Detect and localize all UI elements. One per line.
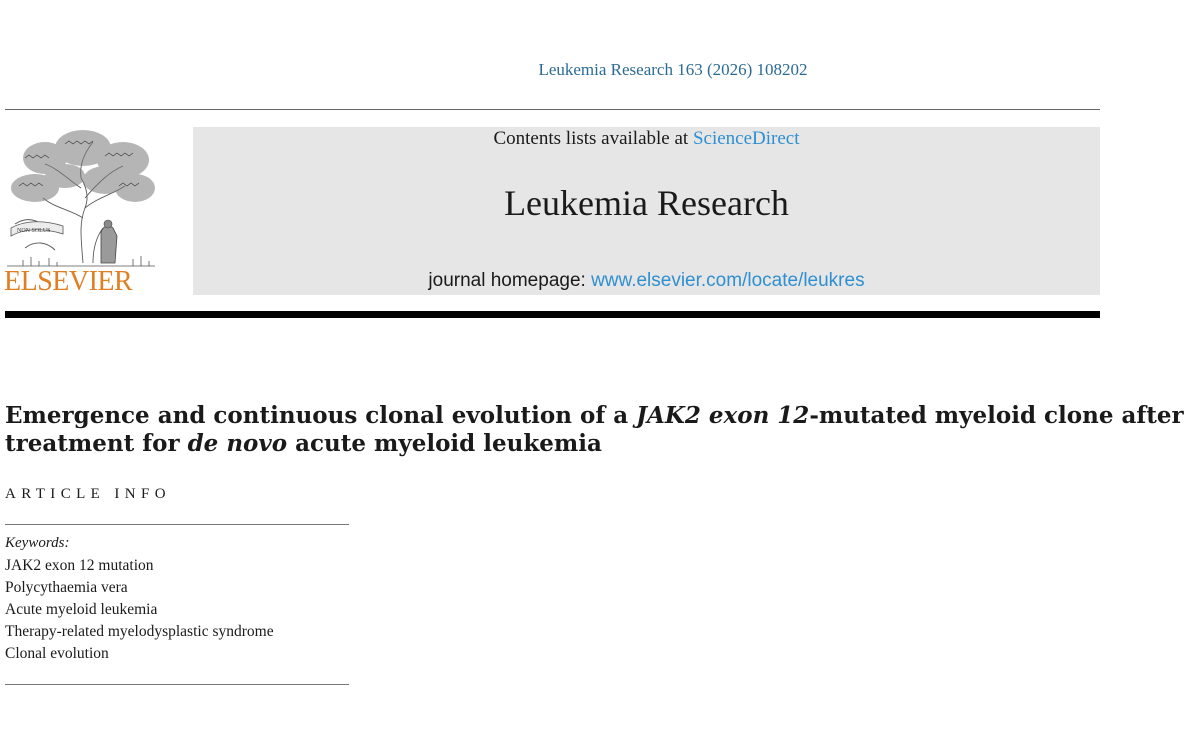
title-part: -mutated myeloid clone after: [809, 402, 1184, 429]
journal-citation[interactable]: Leukemia Research 163 (2026) 108202: [538, 60, 808, 79]
keyword-item: Clonal evolution: [5, 645, 109, 662]
keywords-list: [5, 555, 274, 665]
article-info-divider: [5, 684, 349, 685]
title-part: treatment for: [5, 430, 188, 457]
sciencedirect-link[interactable]: ScienceDirect: [692, 128, 800, 149]
keyword-item: Acute myeloid leukemia: [5, 601, 158, 618]
article-info-divider: [5, 524, 349, 525]
header-divider: [5, 109, 1100, 110]
contents-availability: [193, 128, 1100, 150]
keyword-item: JAK2 exon 12 mutation: [5, 557, 154, 574]
homepage-link[interactable]: www.elsevier.com/locate/leukres: [591, 270, 865, 291]
title-part: Emergence and continuous clonal evolution of a: [5, 402, 637, 429]
keywords-label: Keywords:: [5, 535, 70, 551]
logo-motto: NON SOLUS: [17, 228, 51, 234]
keyword-item: Polycythaemia vera: [5, 579, 128, 596]
homepage-prefix: journal homepage:: [428, 270, 592, 291]
title-part-italic: de novo: [187, 430, 288, 457]
contents-prefix: Contents lists available at: [493, 128, 693, 149]
article-title: [5, 402, 1184, 458]
title-part: acute myeloid leukemia: [287, 430, 602, 457]
keyword-item: Therapy-related myelodysplastic syndrome: [5, 623, 274, 640]
title-part-italic: JAK2 exon 12: [636, 402, 810, 429]
article-info-heading: ARTICLE INFO: [5, 486, 171, 502]
masthead-thick-rule: [5, 311, 1100, 318]
journal-homepage: [193, 270, 1100, 292]
publisher-wordmark: ELSEVIER: [4, 266, 133, 297]
tree-icon: [5, 128, 157, 268]
journal-title[interactable]: Leukemia Research: [504, 183, 789, 223]
